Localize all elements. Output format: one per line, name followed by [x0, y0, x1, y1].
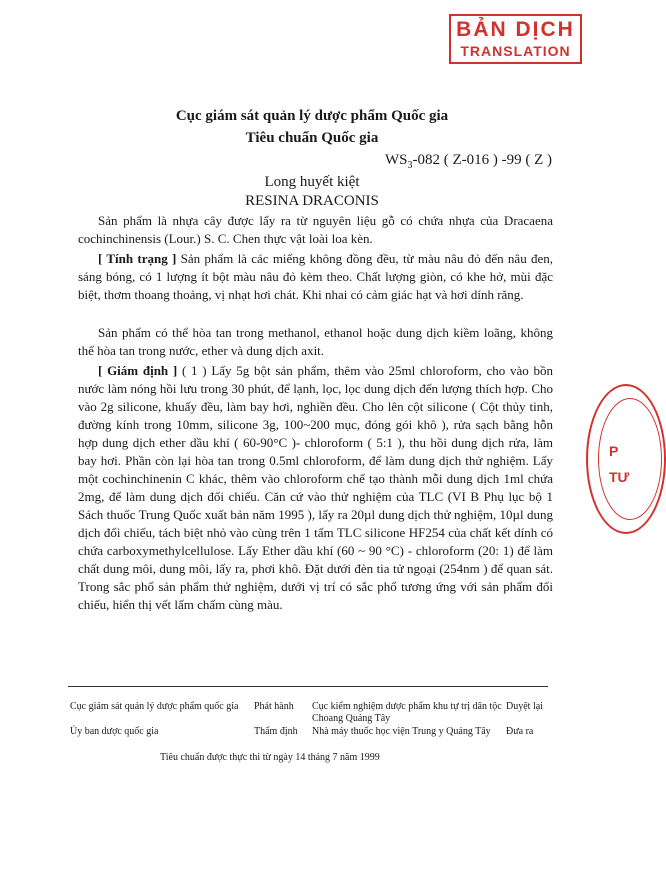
footer-committee: Ủy ban dược quốc gia: [70, 726, 159, 737]
stamp-line-1: BẢN DỊCH: [456, 18, 575, 41]
footer-factory: Nhà máy thuốc học viện Trung y Quảng Tây: [312, 726, 491, 737]
footer-effective-date: Tiêu chuẩn được thực thi từ ngày 14 tháng 7 năm 1999: [160, 752, 380, 763]
footer-issuer: Cục giám sát quản lý dược phẩm quốc gia: [70, 701, 239, 712]
footer-review-label: Thẩm định: [254, 726, 298, 737]
paragraph-identification: [ Giám định ] ( 1 ) Lấy 5g bột sản phẩm, thêm vào 25ml chloroform, cho vào bồn nước làm nóng hồi lưu trong 30 phút, để lạnh, lọc, lọc dung dịch đến lượng thích hợp. Cho vào 2g silicone, khuấy đều, làm bay hơi, nghiền đều. Cho lên cột silicone ( Cột thủy tinh, đường kính trong 10mm, silicone 3g, 100~200 mục, đóng gói khô ), rửa sạch bằng hỗn hợp dung dịch ether dầu khí ( 60-90°C )- chloroform ( 5:1 ), thu hồi dung dịch rửa, làm bay hơi. Phần còn lại hòa tan trong 0.5ml chloroform, để làm dung dịch thử nghiệm. Lấy một cochinchinenin C khác, thêm vào chloroform chế tạo thành mỗi dung dịch 1ml chứa 2mg, để làm dung dịch đối chiếu. Căn cứ vào thử nghiệm của TLC (VI B Phụ lục bộ 1 Sách thuốc Trung Quốc xuất bản năm 1995 ), lấy ra 20µl dung dịch thử nghiệm, 10µl dung dịch đối chiếu, tách biệt nhỏ vào cùng trên 1 tấm TLC silicone HF254 của chất kết dính có chứa carboxymethylcellulose. Lấy Ether dầu khí (60 ~ 90 °C) - chloroform (20: 1) để làm chất dung môi, dung môi, lấy ra, phơi khô. Đặt dưới đèn tia tử ngoại (254nm ) để quan sát. Trong sắc phổ sản phẩm thử nghiệm, dưới vị trí có sắc phổ tương ứng với sản phẩm đối chiếu, hiển thị vết lấm chấm cùng màu.: [78, 363, 554, 612]
footer-factory-label: Đưa ra: [506, 726, 534, 737]
header-agency: Cục giám sát quản lý dược phẩm Quốc gia: [175, 108, 449, 124]
standard-code-sub: 3: [407, 160, 413, 171]
section-label-properties: [ Tính trạng ]: [98, 251, 177, 266]
product-latin-name: RESINA DRACONIS: [245, 193, 379, 209]
footer-issue-label: Phát hành: [254, 701, 294, 712]
stamp-line-2: TRANSLATION: [460, 43, 571, 59]
footer-checker: Cục kiểm nghiệm dược phẩm khu tự trị dân tộc Choang Quảng Tây: [312, 701, 502, 724]
footer-divider: [68, 686, 548, 687]
standard-code-rest: -082 ( Z-016 ) -99 ( Z ): [412, 152, 552, 168]
paragraph-solubility: Sản phẩm có thể hòa tan trong methanol, ethanol hoặc dung dịch kiềm loãng, không thể hòa tan trong nước, ether và dung dịch axit.: [78, 325, 553, 358]
official-seal-inner-ring: [598, 398, 662, 520]
standard-code: [385, 152, 552, 171]
product-vn-name: Long huyết kiệt: [264, 174, 360, 190]
paragraph-origin: Sản phẩm là nhựa cây được lấy ra từ nguyên liệu gỗ có chứa nhựa của Dracaena cochinchinensis (Lour.) S. C. Chen thực vật loài loa kèn.: [78, 213, 553, 246]
translation-stamp: [449, 14, 582, 64]
header-standard: Tiêu chuẩn Quốc gia: [245, 130, 379, 146]
standard-code-prefix: WS: [384, 152, 408, 168]
footer-checker-label: Duyệt lại: [506, 701, 543, 712]
section-label-identification: [ Giám định ]: [98, 363, 178, 378]
official-seal-text: P TƯ: [609, 443, 630, 485]
paragraph-properties: [ Tính trạng ] Sản phẩm là các miếng không đồng đều, từ màu nâu đỏ đến nâu đen, sáng bóng, có 1 lượng ít bột màu nâu đỏ kèm theo. Chất lượng giòn, có khe hở, mùi đặc biệt, thơm thoang thoảng, vị nhạt hơi chát. Khi nhai có cảm giác hạt và hơi dính răng.: [78, 251, 553, 302]
